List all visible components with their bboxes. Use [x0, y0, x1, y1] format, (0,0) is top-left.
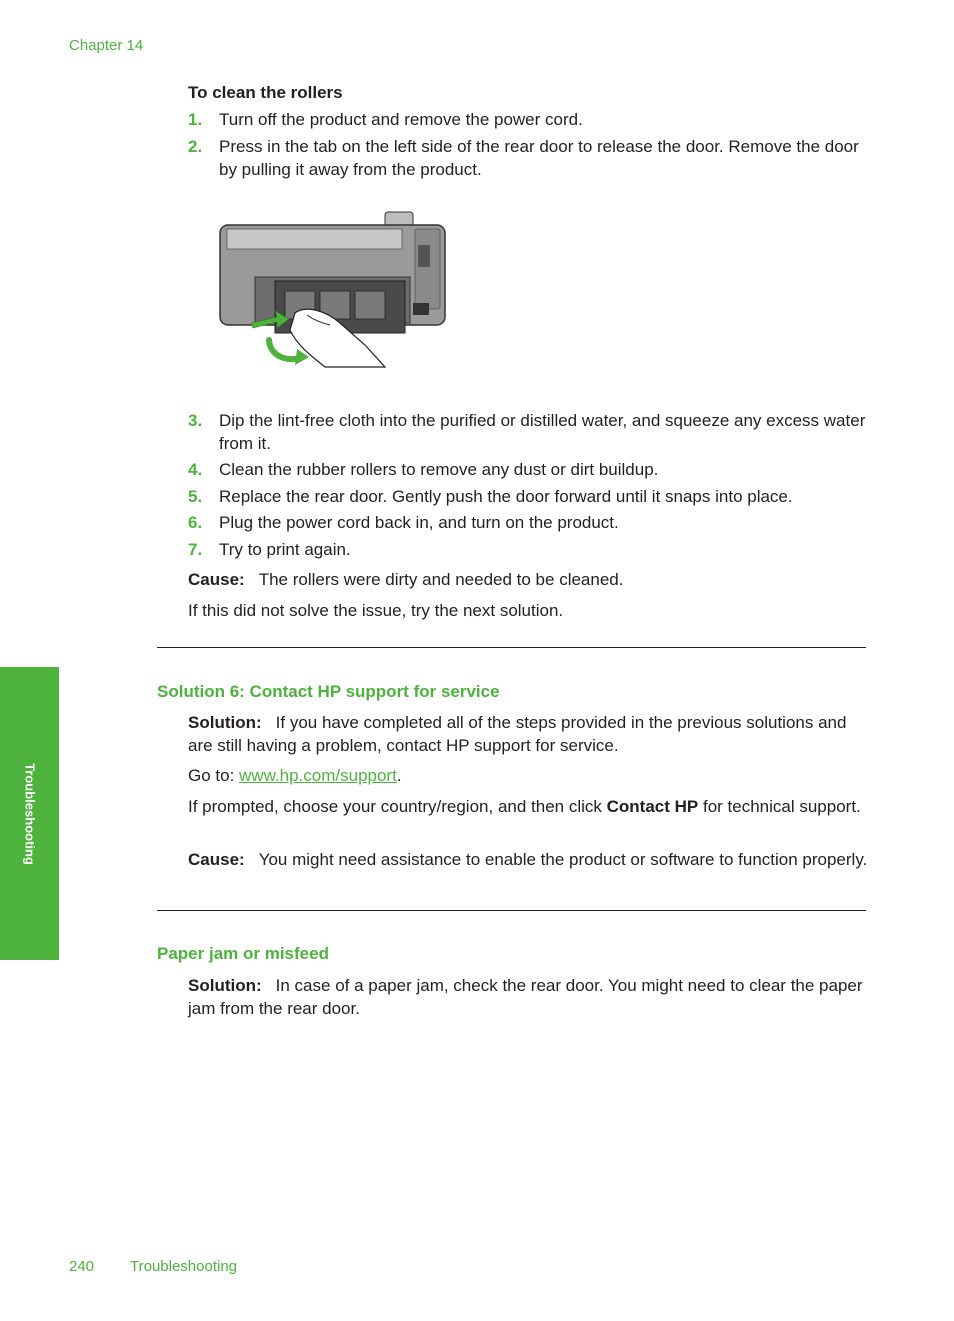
next-solution-note: If this did not solve the issue, try the next solution. [188, 601, 564, 620]
prompt-paragraph [188, 795, 868, 818]
step-text: Try to print again. [219, 540, 351, 559]
step-text: Plug the power cord back in, and turn on the product. [219, 513, 619, 532]
procedure-title: To clean the rollers [188, 83, 343, 102]
section-divider [157, 910, 866, 911]
prompt-prefix: If prompted, choose your country/region, and then click [188, 797, 607, 816]
step-text: Press in the tab on the left side of the rear door to release the door. Remove the door by pulling it away from the product. [219, 137, 859, 179]
side-tab [0, 667, 59, 960]
list-item [188, 409, 868, 455]
step-number: 2. [188, 137, 203, 156]
cause-paragraph [188, 848, 868, 871]
goto-suffix: . [396, 766, 402, 785]
section-heading: Solution 6: Contact HP support for service [157, 682, 500, 701]
cause-text: You might need assistance to enable the product or software to function properly. [258, 850, 868, 869]
page-number: 240 [69, 1258, 95, 1275]
solution-text: If you have completed all of the steps provided in the previous solutions and are still having a problem, contact HP support for service. [188, 713, 847, 755]
step-number: 7. [188, 540, 203, 559]
step-number: 1. [188, 110, 203, 129]
step-text: Clean the rubber rollers to remove any dust or dirt buildup. [219, 460, 659, 479]
cause-label: Cause: [188, 850, 245, 869]
goto-paragraph [188, 764, 868, 787]
cause-paragraph [188, 568, 868, 591]
list-item [188, 458, 868, 481]
list-item [188, 511, 868, 534]
cause-label: Cause: [188, 570, 245, 589]
prompt-suffix: for technical support. [698, 797, 861, 816]
solution-paragraph [188, 711, 868, 757]
solution-paragraph [188, 974, 868, 1020]
footer-section: Troubleshooting [130, 1258, 238, 1275]
step-text: Replace the rear door. Gently push the door forward until it snaps into place. [219, 487, 793, 506]
list-item [188, 538, 868, 561]
section-heading: Paper jam or misfeed [157, 944, 329, 963]
step-number: 5. [188, 487, 203, 506]
goto-prefix: Go to: [188, 766, 240, 785]
list-item [188, 485, 868, 508]
cause-text: The rollers were dirty and needed to be cleaned. [258, 570, 624, 589]
solution-label: Solution: [188, 976, 262, 995]
list-item [188, 135, 868, 181]
list-item [188, 108, 868, 131]
contact-hp-term: Contact HP [606, 797, 699, 816]
chapter-label: Chapter 14 [69, 37, 144, 54]
step-number: 4. [188, 460, 203, 479]
support-link[interactable]: www.hp.com/support [239, 766, 397, 785]
rear-door-removal-illustration [215, 205, 455, 375]
side-tab-label: Troubleshooting [22, 762, 37, 865]
step-text: Turn off the product and remove the power cord. [219, 110, 583, 129]
solution-label: Solution: [188, 713, 262, 732]
solution-text: In case of a paper jam, check the rear door. You might need to clear the paper jam from the rear door. [188, 976, 863, 1018]
step-text: Dip the lint-free cloth into the purified or distilled water, and squeeze any excess water from it. [219, 411, 866, 453]
section-divider [157, 647, 866, 648]
step-number: 6. [188, 513, 203, 532]
step-number: 3. [188, 411, 203, 430]
